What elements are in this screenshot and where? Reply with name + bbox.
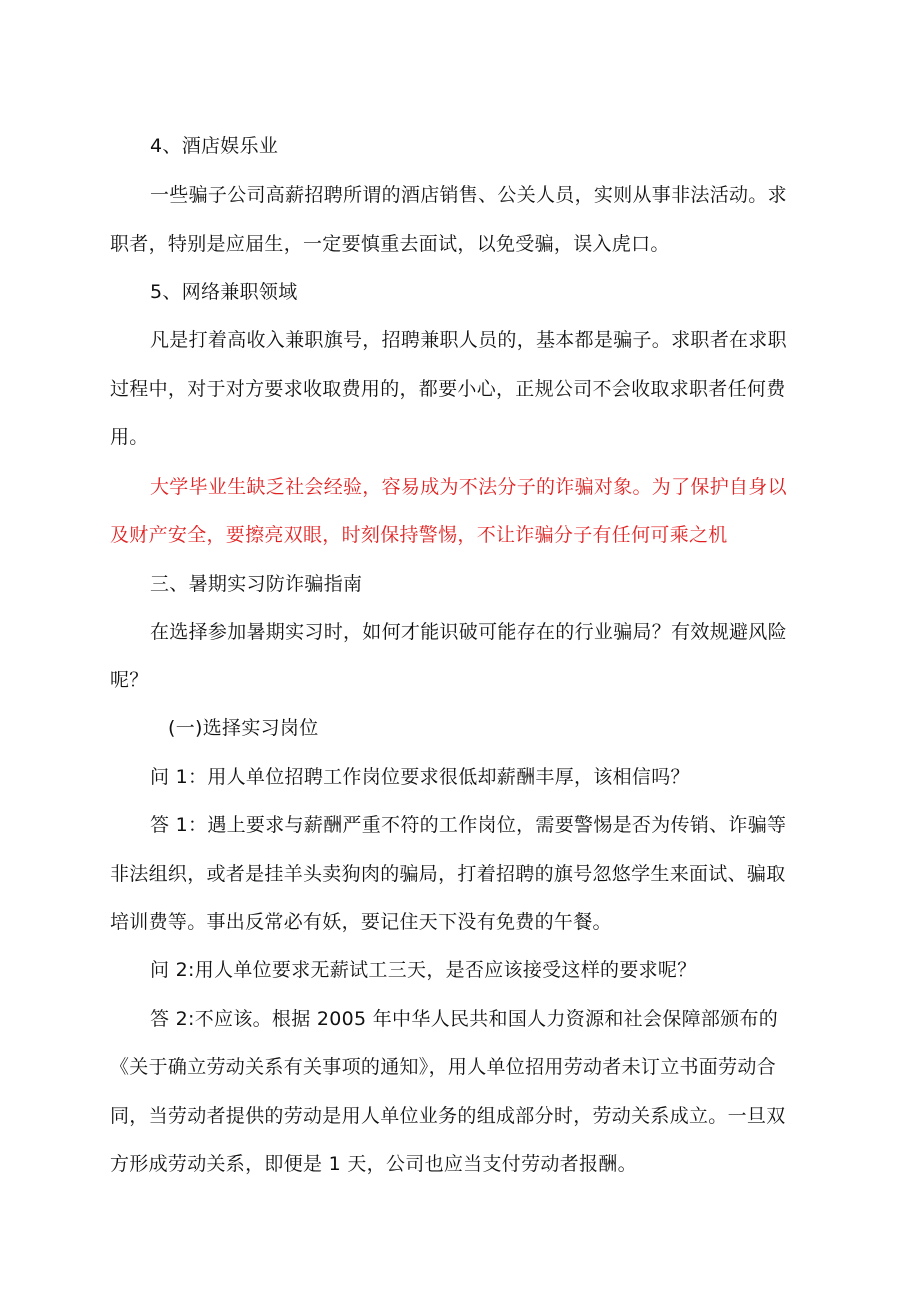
warning-line: 大学毕业生缺乏社会经验，容易成为不法分子的诈骗对象。为了保护自身以 xyxy=(150,476,787,498)
section-heading-online-parttime: 5、网络兼职领域 xyxy=(150,281,298,303)
subsection-heading-choose-position: (一)选择实习岗位 xyxy=(168,717,319,739)
question-2: 问 2:用人单位要求无薪试工三天，是否应该接受这样的要求呢？ xyxy=(150,959,697,981)
paragraph-line: 职者，特别是应届生，一定要慎重去面试，以免受骗，误入虎口。 xyxy=(110,233,670,255)
answer-2-line: 答 2:不应该。根据 2005 年中华人民共和国人力资源和社会保障部颁布的 xyxy=(150,1008,779,1030)
answer-1-line: 答 1：遇上要求与薪酬严重不符的工作岗位，需要警惕是否为传销、诈骗等 xyxy=(150,814,787,836)
paragraph-line: 凡是打着高收入兼职旗号，招聘兼职人员的，基本都是骗子。求职者在求职 xyxy=(150,329,787,351)
section-heading-summer-internship: 三、暑期实习防诈骗指南 xyxy=(150,573,363,595)
question-1: 问 1：用人单位招聘工作岗位要求很低却薪酬丰厚，该相信吗？ xyxy=(150,766,690,788)
paragraph-line: 在选择参加暑期实习时，如何才能识破可能存在的行业骗局？有效规避风险 xyxy=(150,621,787,643)
paragraph-line: 一些骗子公司高薪招聘所谓的酒店销售、公关人员，实则从事非法活动。求 xyxy=(150,184,787,206)
answer-1-line: 非法组织，或者是挂羊头卖狗肉的骗局，打着招聘的旗号忽悠学生来面试、骗取 xyxy=(110,863,786,885)
warning-line: 及财产安全，要擦亮双眼，时刻保持警惕，不让诈骗分子有任何可乘之机 xyxy=(110,524,728,546)
answer-1-line: 培训费等。事出反常必有妖，要记住天下没有免费的午餐。 xyxy=(110,911,612,933)
answer-2-line: 同，当劳动者提供的劳动是用人单位业务的组成部分时，劳动关系成立。一旦双 xyxy=(110,1105,786,1127)
answer-2-line: 《关于确立劳动关系有关事项的通知》，用人单位招用劳动者未订立书面劳动合 xyxy=(110,1056,777,1078)
paragraph-line: 用。 xyxy=(110,426,149,448)
section-heading-hotel-entertainment: 4、酒店娱乐业 xyxy=(150,135,279,157)
paragraph-line: 过程中，对于对方要求收取费用的，都要小心，正规公司不会收取求职者任何费 xyxy=(110,378,786,400)
answer-2-line: 方形成劳动关系，即便是 1 天，公司也应当支付劳动者报酬。 xyxy=(110,1153,637,1175)
paragraph-line: 呢？ xyxy=(110,669,149,691)
